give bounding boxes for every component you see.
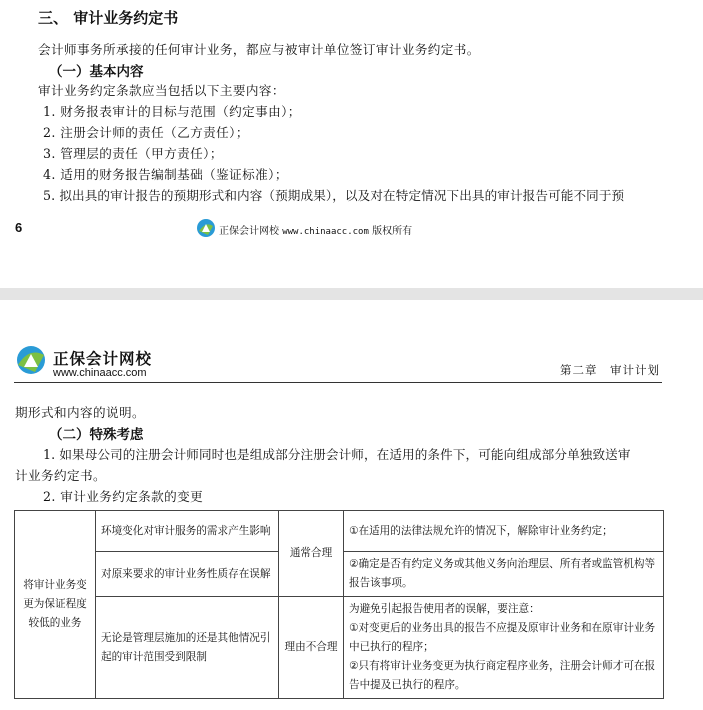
reason-cell: 环境变化对审计服务的需求产生影响 [96,511,279,552]
list-lead: 审计业务约定条款应当包括以下主要内容： [38,83,285,98]
continuation-text: 期形式和内容的说明。 [15,405,145,420]
list-item: 3. 管理层的责任（甲方责任）； [43,146,223,161]
note-point: ①对变更后的业务出具的报告不应提及原审计业务和在原审计业务中已执行的程序； [349,622,656,653]
page-gap [0,288,703,300]
subheading-special: （二）特殊考虑 [49,427,144,443]
logo-icon [15,345,47,379]
section-heading: 三、 审计业务约定书 [38,9,179,27]
reason-cell: 无论是管理层施加的还是其他情况引起的审计范围受到限制 [96,597,279,699]
logo-name: 正保会计网校 [53,350,153,368]
note-cell: ①在适用的法律法规允许的情况下，解除审计业务约定； [344,511,664,552]
note-point: ②只有将审计业务变更为执行商定程序业务，注册会计师才可在报告中提及已执行的程序。 [349,660,656,691]
table-row [15,597,664,699]
note-intro: 为避免引起报告使用者的误解，要注意： [349,603,540,615]
list-item: 2. 注册会计师的责任（乙方责任）； [43,125,249,140]
reason-cell: 对原来要求的审计业务性质存在误解 [96,552,279,597]
chapter-title: 第二章 审计计划 [560,363,660,377]
verdict-cell: 通常合理 [279,511,344,597]
table-row [15,511,664,552]
header-rule [14,382,662,383]
verdict-cell: 理由不合理 [279,597,344,699]
logo-url: www.chinaacc.com [53,367,147,379]
paragraph-1: 1. 如果母公司的注册会计师同时也是组成部分注册会计师，在适用的条件下，可能向组成部分单独致送审 [43,447,631,462]
intro-paragraph: 会计师事务所承接的任何审计业务，都应与被审计单位签订审计业务约定书。 [38,42,480,57]
list-item: 4. 适用的财务报告编制基础（鉴证标准）； [43,167,288,182]
footer-rights: 版权所有 [372,226,413,237]
row-header-cell: 将审计业务变更为保证程度较低的业务 [15,511,96,699]
page-number: 6 [15,220,23,235]
note-cell: ②确定是否有约定义务或其他义务向治理层、所有者或监管机构等报告该事项。 [344,552,664,597]
list-item: 5. 拟出具的审计报告的预期形式和内容（预期成果），以及对在特定情况下出具的审计报告可能不同于预 [43,188,625,203]
list-item: 1. 财务报表审计的目标与范围（约定事由）； [43,104,301,119]
footer [219,222,412,237]
note-cell [344,597,664,699]
paragraph-1-cont: 计业务约定书。 [15,468,106,483]
footer-logo-icon [196,218,216,242]
terms-change-table [14,510,664,699]
subheading-basic-content: （一）基本内容 [49,64,144,80]
footer-brand: 正保会计网校 [219,226,279,237]
footer-url: www.chinaacc.com [282,227,369,237]
paragraph-2: 2. 审计业务约定条款的变更 [43,489,204,504]
